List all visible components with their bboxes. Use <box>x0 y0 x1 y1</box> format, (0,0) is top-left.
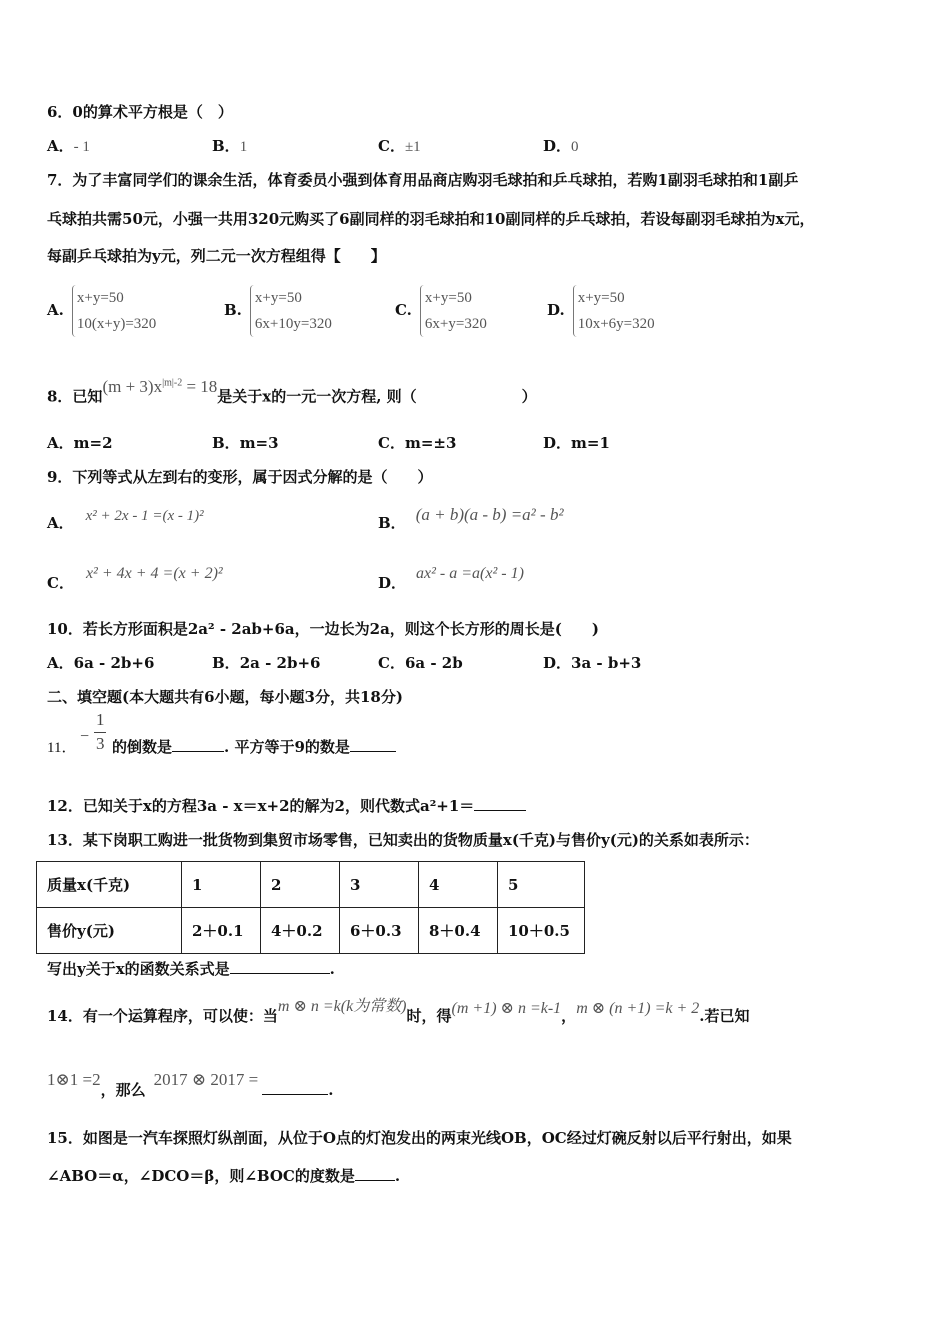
table-header-cell: 质量x(千克) <box>37 862 182 908</box>
table-cell: 2＋0.1 <box>182 908 261 954</box>
q8-option-c: C．m=±3 <box>378 434 457 452</box>
equation-system: x+y=50 6x+y=320 <box>420 285 487 337</box>
q7-line-3: 每副乒乓球拍为y元，列二元一次方程组得【 】 <box>47 247 386 265</box>
fraction-bar <box>94 732 106 733</box>
q12-stem: 12．已知关于x的方程3a - x＝x+2的解为2，则代数式a²+1＝ <box>47 796 526 816</box>
table-cell: 5 <box>498 862 585 908</box>
q10-option-b: B．2a - 2b+6 <box>212 654 321 672</box>
equation-system: x+y=50 6x+10y=320 <box>250 285 332 337</box>
answer-blank[interactable] <box>355 1166 395 1181</box>
q11-fraction-denominator: 3 <box>96 734 105 753</box>
table-cell: 8＋0.4 <box>419 908 498 954</box>
q8-option-b: B．m=3 <box>212 434 279 452</box>
q6-option-b: B．1 <box>212 137 248 155</box>
q10-stem: 10．若长方形面积是2a² - 2ab+6a，一边长为2a，则这个长方形的周长是( ) <box>47 620 599 638</box>
q11-fraction-sign: − <box>80 728 90 745</box>
section-title: 二、填空题(本大题共有6小题，每小题3分，共18分) <box>47 688 403 706</box>
q10-option-d: D．3a - b+3 <box>543 654 642 672</box>
q13-stem: 13．某下岗职工购进一批货物到集贸市场零售，已知卖出的货物质量x(千克)与售价y(元)的关系如表所示： <box>47 831 759 849</box>
q13-ask: 写出y关于x的函数关系式是 . <box>47 960 335 978</box>
q14-line-2: 1⊗1 =2，那么2017 ⊗ 2017 =. <box>47 1070 334 1099</box>
q11-fraction-numerator: 1 <box>96 710 105 729</box>
q14-line-1: 14．有一个运算程序，可以使：当m ⊗ n =k(k为常数)时，得(m +1) ⊗ n =k-1，m ⊗ (n +1) =k + 2.若已知 <box>47 998 750 1025</box>
table-cell: 6＋0.3 <box>340 908 419 954</box>
q11-text: 的倒数是 . 平方等于9的数是 <box>112 737 396 757</box>
answer-blank[interactable] <box>262 1080 328 1095</box>
table-header-cell: 售价y(元) <box>37 908 182 954</box>
q9-option-b: B． (a + b)(a - b) =a² - b² <box>378 505 564 532</box>
q11-stem: 11． <box>47 740 77 756</box>
q7-option-c: C. x+y=50 6x+y=320 <box>395 285 487 337</box>
table-cell: 10＋0.5 <box>498 908 585 954</box>
q15-line-2: ∠ABO＝α，∠DCO＝β，则∠BOC的度数是 . <box>47 1167 401 1185</box>
answer-blank[interactable] <box>230 959 330 974</box>
q9-option-c: C．x² + 4x + 4 =(x + 2)² <box>47 565 223 592</box>
q6-stem: 6．0的算术平方根是（ ） <box>47 103 233 121</box>
q6-option-d: D．0 <box>543 137 579 155</box>
q8-stem: 8．已知$(m + 3)x^{|m|-2} = 18$是关于x的一元一次方程, 则（ ） <box>47 376 537 406</box>
q8-option-d: D．m=1 <box>543 434 610 452</box>
q10-option-c: C．6a - 2b <box>378 654 463 672</box>
data-table <box>36 861 585 954</box>
table-cell: 3 <box>340 862 419 908</box>
answer-blank[interactable] <box>350 737 396 752</box>
table-cell: 4 <box>419 862 498 908</box>
table-cell: 4＋0.2 <box>261 908 340 954</box>
q7-option-a: A. x+y=50 10(x+y)=320 <box>47 285 156 337</box>
answer-blank[interactable] <box>172 737 224 752</box>
q10-option-a: A．6a - 2b+6 <box>47 654 155 672</box>
table-cell: 1 <box>182 862 261 908</box>
q8-option-a: A．m=2 <box>47 434 113 452</box>
q6-option-a: A．- 1 <box>47 137 90 155</box>
answer-blank[interactable] <box>474 796 526 811</box>
q9-option-a: A． x² + 2x - 1 =(x - 1)² <box>47 508 204 532</box>
q9-stem: 9．下列等式从左到右的变形，属于因式分解的是（ ） <box>47 468 433 486</box>
q8-equation: $(m + 3)x^{|m|-2} = 18$ <box>102 376 218 396</box>
table-row <box>37 862 585 908</box>
q7-option-d: D. x+y=50 10x+6y=320 <box>547 285 655 337</box>
table-cell: 2 <box>261 862 340 908</box>
q7-line-2: 乓球拍共需50元，小强一共用320元购买了6副同样的羽毛球拍和10副同样的乒乓球拍，若设每副羽毛球拍为x元， <box>47 210 815 228</box>
q7-line-1: 7．为了丰富同学们的课余生活，体育委员小强到体育用品商店购羽毛球拍和乒乓球拍，若购1副羽毛球拍和1副乒 <box>47 171 799 189</box>
equation-system: x+y=50 10x+6y=320 <box>573 285 655 337</box>
equation-system: x+y=50 10(x+y)=320 <box>72 285 156 337</box>
q6-option-c: C．±1 <box>378 137 421 155</box>
q7-option-b: B. x+y=50 6x+10y=320 <box>224 285 332 337</box>
table-row <box>37 908 585 954</box>
q9-option-d: D．ax² - a =a(x² - 1) <box>378 565 524 592</box>
q15-line-1: 15．如图是一汽车探照灯纵剖面，从位于O点的灯泡发出的两束光线OB，OC经过灯碗反射以后平行射出，如果 <box>47 1129 792 1147</box>
